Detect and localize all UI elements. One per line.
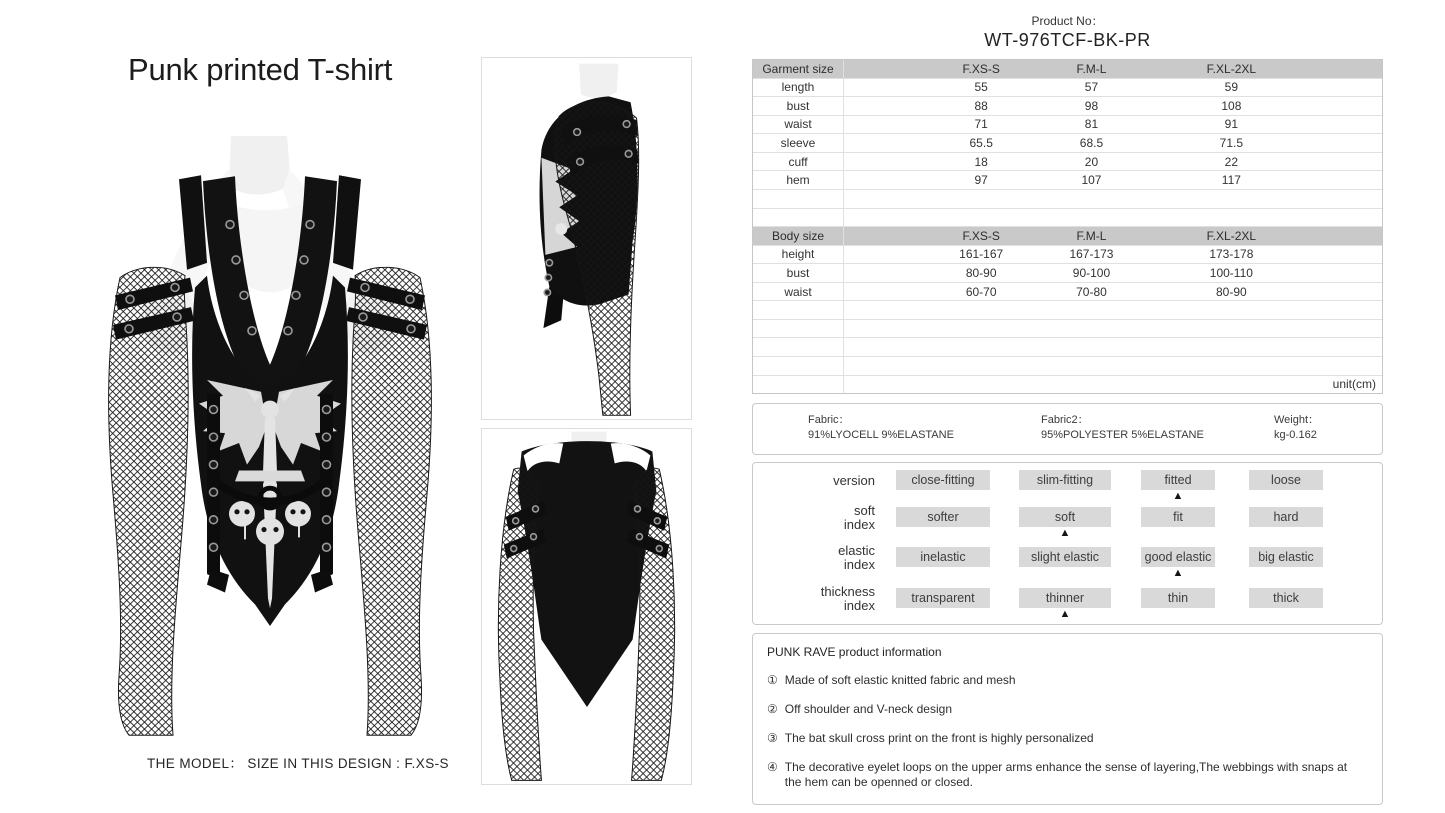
- index-row-label: version: [833, 473, 875, 488]
- index-option: [1141, 470, 1215, 504]
- size-cell: 98: [1084, 98, 1099, 113]
- size-row-values: [844, 338, 1382, 356]
- unit-label: unit(cm): [1332, 377, 1376, 392]
- info-item-text: The decorative eyelet loops on the upper arms enhance the sense of layering,The webbings with snaps at the hem can be openned or closed.: [784, 760, 1348, 789]
- size-row-label: [753, 376, 844, 394]
- size-cell: 55: [974, 80, 988, 95]
- side-view-photo: [481, 57, 692, 420]
- index-option-box: good elastic: [1141, 547, 1215, 567]
- info-item-number: ①: [767, 673, 778, 687]
- size-row-values: [844, 171, 1382, 189]
- fabric-panel: [752, 403, 1383, 455]
- size-row-label: bust: [753, 264, 844, 282]
- size-table-row: [753, 246, 1382, 265]
- fabric1-value: 91%LYOCELL 9%ELASTANE: [808, 429, 954, 441]
- size-cell: 80-90: [965, 265, 997, 280]
- size-table: [752, 59, 1383, 394]
- selected-marker-icon: ▲: [1172, 490, 1184, 502]
- selected-marker-icon: ▲: [1059, 527, 1071, 539]
- size-cell: 88: [974, 98, 988, 113]
- size-row-label: [753, 357, 844, 375]
- index-option-box: soft: [1019, 507, 1111, 527]
- index-row-label: thickness index: [820, 584, 875, 613]
- index-option: [1019, 547, 1111, 581]
- index-option: [1249, 547, 1323, 581]
- info-item: [767, 731, 1368, 746]
- size-row-label: height: [753, 246, 844, 264]
- size-row-label: length: [753, 79, 844, 97]
- info-item: [767, 673, 1368, 688]
- info-item: [767, 760, 1368, 790]
- fabric2-column: [1041, 413, 1204, 443]
- index-option: [1141, 588, 1215, 622]
- weight-label: Weight：: [1274, 414, 1320, 426]
- size-row-label: Body size: [753, 227, 844, 245]
- info-item-number: ④: [767, 760, 778, 774]
- index-option: [1249, 507, 1323, 541]
- index-option: [896, 547, 990, 581]
- index-option-box: slim-fitting: [1019, 470, 1111, 490]
- size-cell: 81: [1084, 117, 1099, 132]
- info-panel-title: PUNK RAVE product information: [767, 645, 942, 659]
- size-cell: 65.5: [969, 136, 993, 151]
- size-cell: 70-80: [1076, 284, 1107, 299]
- size-table-row: [753, 134, 1382, 153]
- model-size-note: THE MODEL： SIZE IN THIS DESIGN : F.XS-S: [147, 756, 449, 771]
- size-row-values: [844, 190, 1382, 208]
- mannequin-neck: [579, 64, 619, 98]
- size-row-values: [844, 97, 1382, 115]
- index-option: [896, 588, 990, 622]
- size-cell: 71: [974, 117, 988, 132]
- size-row-label: [753, 320, 844, 338]
- fit-index-panel: [752, 462, 1383, 625]
- size-cell: 161-167: [959, 247, 1004, 262]
- index-option-box: slight elastic: [1019, 547, 1111, 567]
- size-cell: 91: [1224, 117, 1239, 132]
- size-row-label: [753, 301, 844, 319]
- size-cell: 117: [1221, 173, 1241, 188]
- selected-marker-icon: ▲: [1172, 567, 1184, 579]
- index-option: [1019, 507, 1111, 541]
- size-cell: 100-110: [1209, 265, 1253, 280]
- size-table-row: [753, 264, 1382, 283]
- index-option: [896, 470, 990, 504]
- size-cell: F.XS-S: [962, 61, 1000, 76]
- size-row-values: [844, 283, 1382, 301]
- size-row-label: [753, 338, 844, 356]
- index-option-box: big elastic: [1249, 547, 1323, 567]
- size-table-row: [753, 227, 1382, 246]
- size-row-values: [844, 116, 1382, 134]
- size-table-row: [753, 301, 1382, 320]
- size-row-values: [844, 320, 1382, 338]
- size-cell: F.M-L: [1076, 228, 1107, 243]
- size-cell: 80-90: [1216, 284, 1247, 299]
- product-number-block: [752, 12, 1383, 51]
- index-option-box: transparent: [896, 588, 990, 608]
- size-row-label: cuff: [753, 153, 844, 171]
- size-row-values: [844, 209, 1382, 227]
- size-table-row: [753, 190, 1382, 209]
- index-option-box: hard: [1249, 507, 1323, 527]
- info-item-number: ②: [767, 702, 778, 716]
- weight-column: [1274, 413, 1319, 443]
- size-cell: 108: [1221, 98, 1242, 113]
- size-row-values: [844, 79, 1382, 97]
- size-cell: 59: [1224, 80, 1239, 95]
- size-cell: 20: [1084, 154, 1099, 169]
- index-option: [1141, 507, 1215, 541]
- index-row-label: soft index: [843, 503, 875, 532]
- back-view-photo: [481, 428, 692, 785]
- index-option: [896, 507, 990, 541]
- size-cell: F.M-L: [1076, 61, 1107, 76]
- size-table-row: [753, 338, 1382, 357]
- info-items: [767, 673, 1368, 790]
- index-option-box: loose: [1249, 470, 1323, 490]
- size-cell: F.XL-2XL: [1206, 228, 1257, 243]
- product-no-label: Product No：: [1031, 14, 1104, 28]
- size-row-label: waist: [753, 283, 844, 301]
- size-row-label: waist: [753, 116, 844, 134]
- index-option: [1249, 470, 1323, 504]
- size-table-row: [753, 153, 1382, 172]
- size-row-label: sleeve: [753, 134, 844, 152]
- size-table-row: [753, 283, 1382, 302]
- index-row-label: elastic index: [838, 543, 875, 572]
- product-info-panel: [752, 633, 1383, 805]
- size-table-row: [753, 357, 1382, 376]
- index-option-box: fitted: [1141, 470, 1215, 490]
- size-table-row: [753, 116, 1382, 135]
- size-table-row: [753, 320, 1382, 339]
- index-option-box: softer: [896, 507, 990, 527]
- size-row-values: [844, 357, 1382, 375]
- size-table-row: [753, 79, 1382, 98]
- size-cell: 68.5: [1079, 136, 1104, 151]
- back-view-illustration: [482, 429, 691, 784]
- size-row-values: [844, 376, 1382, 394]
- size-cell: 167-173: [1069, 247, 1114, 262]
- info-item-text: Made of soft elastic knitted fabric and mesh: [784, 673, 1016, 687]
- size-cell: 71.5: [1219, 136, 1244, 151]
- size-cell: 60-70: [965, 284, 997, 299]
- fabric2-label: Fabric2：: [1041, 414, 1089, 426]
- info-item: [767, 702, 1368, 717]
- size-row-label: [753, 190, 844, 208]
- index-option-box: thin: [1141, 588, 1215, 608]
- size-table-row: [753, 376, 1382, 394]
- product-no-value: WT-976TCF-BK-PR: [984, 30, 1151, 50]
- size-cell: 18: [974, 154, 988, 169]
- page-title: Punk printed T-shirt: [128, 52, 393, 87]
- index-option-box: inelastic: [896, 547, 990, 567]
- index-option-box: thick: [1249, 588, 1323, 608]
- size-cell: 90-100: [1072, 265, 1111, 280]
- size-cell: F.XS-S: [962, 228, 1000, 243]
- size-cell: 22: [1224, 154, 1239, 169]
- size-row-values: [844, 134, 1382, 152]
- index-option-box: thinner: [1019, 588, 1111, 608]
- fabric1-label: Fabric：: [808, 414, 850, 426]
- size-table-row: [753, 171, 1382, 190]
- info-item-number: ③: [767, 731, 778, 745]
- size-row-values: [844, 60, 1382, 78]
- size-cell: 107: [1081, 173, 1102, 188]
- index-option: [1141, 547, 1215, 581]
- size-row-label: Garment size: [753, 60, 844, 78]
- index-option-box: fit: [1141, 507, 1215, 527]
- weight-value: kg-0.162: [1274, 429, 1317, 441]
- size-table-row: [753, 60, 1382, 79]
- index-option-box: close-fitting: [896, 470, 990, 490]
- size-cell: 57: [1084, 80, 1099, 95]
- size-row-label: [753, 209, 844, 227]
- front-view-photo: [95, 130, 445, 750]
- size-row-values: [844, 264, 1382, 282]
- index-option: [1249, 588, 1323, 622]
- index-option: [1019, 470, 1111, 504]
- side-view-illustration: [482, 58, 691, 419]
- size-row-values: [844, 301, 1382, 319]
- info-item-text: Off shoulder and V-neck design: [784, 702, 952, 716]
- selected-marker-icon: ▲: [1059, 608, 1071, 620]
- back-panel: [518, 441, 657, 707]
- size-row-label: hem: [753, 171, 844, 189]
- size-cell: F.XL-2XL: [1206, 61, 1257, 76]
- info-item-text: The bat skull cross print on the front is highly personalized: [784, 731, 1094, 745]
- size-table-row: [753, 97, 1382, 116]
- fabric1-column: [808, 413, 954, 443]
- index-option: [1019, 588, 1111, 622]
- front-view-illustration: [95, 130, 445, 750]
- fabric2-value: 95%POLYESTER 5%ELASTANE: [1041, 429, 1204, 441]
- size-row-values: [844, 227, 1382, 245]
- size-cell: 97: [974, 173, 988, 188]
- size-row-values: [844, 153, 1382, 171]
- size-table-row: [753, 209, 1382, 228]
- size-row-values: [844, 246, 1382, 264]
- size-row-label: bust: [753, 97, 844, 115]
- size-cell: 173-178: [1209, 247, 1254, 262]
